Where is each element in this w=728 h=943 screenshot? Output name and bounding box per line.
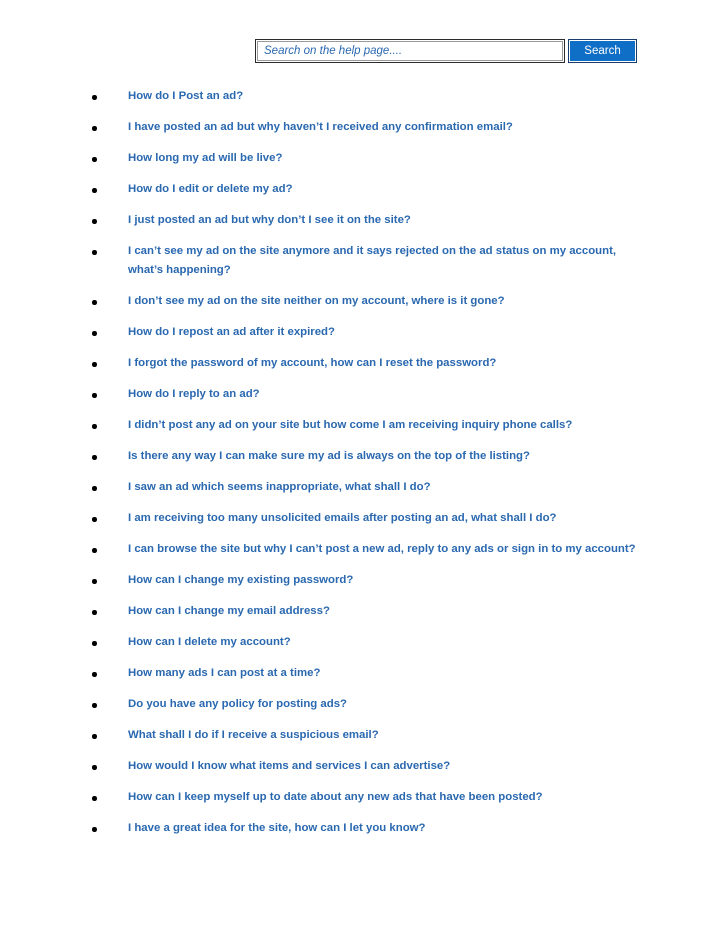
faq-link[interactable]: How do I edit or delete my ad? xyxy=(128,183,293,195)
faq-item xyxy=(0,788,728,807)
bullet-icon xyxy=(92,734,97,739)
bullet-icon xyxy=(92,300,97,305)
faq-link[interactable]: How long my ad will be live? xyxy=(128,152,283,164)
faq-item xyxy=(0,664,728,683)
faq-link[interactable]: I can browse the site but why I can’t post a new ad, reply to any ads or sign in to my account? xyxy=(128,543,636,555)
bullet-icon xyxy=(92,827,97,832)
faq-link[interactable]: How do I reply to an ad? xyxy=(128,388,260,400)
faq-link[interactable]: How can I change my existing password? xyxy=(128,574,354,586)
faq-item xyxy=(0,757,728,776)
bullet-icon xyxy=(92,796,97,801)
bullet-icon xyxy=(92,486,97,491)
faq-item xyxy=(0,416,728,435)
faq-link[interactable]: How do I repost an ad after it expired? xyxy=(128,326,335,338)
bullet-icon xyxy=(92,362,97,367)
faq-item xyxy=(0,478,728,497)
faq-item xyxy=(0,509,728,528)
faq-item xyxy=(0,323,728,342)
faq-item xyxy=(0,602,728,621)
search-button[interactable]: Search xyxy=(568,39,637,63)
faq-link[interactable]: What shall I do if I receive a suspicious email? xyxy=(128,729,379,741)
bullet-icon xyxy=(92,393,97,398)
faq-link[interactable]: Is there any way I can make sure my ad is always on the top of the listing? xyxy=(128,450,530,462)
faq-item xyxy=(0,149,728,168)
faq-item xyxy=(0,242,728,280)
bullet-icon xyxy=(92,517,97,522)
bullet-icon xyxy=(92,610,97,615)
faq-link[interactable]: I have a great idea for the site, how can I let you know? xyxy=(128,822,426,834)
bullet-icon xyxy=(92,579,97,584)
bullet-icon xyxy=(92,548,97,553)
faq-link[interactable]: How do I Post an ad? xyxy=(128,90,244,102)
faq-item xyxy=(0,447,728,466)
faq-link[interactable]: I am receiving too many unsolicited emails after posting an ad, what shall I do? xyxy=(128,512,557,524)
faq-link[interactable]: I can’t see my ad on the site anymore and it says rejected on the ad status on my account, what’s happening? xyxy=(128,245,617,276)
faq-item xyxy=(0,292,728,311)
bullet-icon xyxy=(92,250,97,255)
bullet-icon xyxy=(92,188,97,193)
faq-link[interactable]: I didn’t post any ad on your site but how come I am receiving inquiry phone calls? xyxy=(128,419,573,431)
faq-list xyxy=(0,87,728,850)
faq-link[interactable]: How can I keep myself up to date about any new ads that have been posted? xyxy=(128,791,543,803)
faq-item xyxy=(0,118,728,137)
faq-item xyxy=(0,180,728,199)
faq-item xyxy=(0,571,728,590)
faq-link[interactable]: Do you have any policy for posting ads? xyxy=(128,698,347,710)
faq-link[interactable]: How would I know what items and services I can advertise? xyxy=(128,760,451,772)
bullet-icon xyxy=(92,331,97,336)
bullet-icon xyxy=(92,641,97,646)
faq-link[interactable]: How many ads I can post at a time? xyxy=(128,667,321,679)
faq-item xyxy=(0,633,728,652)
bullet-icon xyxy=(92,672,97,677)
faq-item xyxy=(0,385,728,404)
faq-item xyxy=(0,354,728,373)
faq-item xyxy=(0,819,728,838)
bullet-icon xyxy=(92,219,97,224)
bullet-icon xyxy=(92,703,97,708)
bullet-icon xyxy=(92,95,97,100)
bullet-icon xyxy=(92,765,97,770)
faq-item xyxy=(0,540,728,559)
search-bar xyxy=(255,39,637,63)
faq-link[interactable]: How can I delete my account? xyxy=(128,636,291,648)
faq-item xyxy=(0,695,728,714)
faq-item xyxy=(0,211,728,230)
faq-link[interactable]: I don’t see my ad on the site neither on my account, where is it gone? xyxy=(128,295,505,307)
bullet-icon xyxy=(92,424,97,429)
faq-link[interactable]: How can I change my email address? xyxy=(128,605,330,617)
bullet-icon xyxy=(92,455,97,460)
faq-item xyxy=(0,726,728,745)
faq-link[interactable]: I have posted an ad but why haven’t I received any confirmation email? xyxy=(128,121,513,133)
faq-item xyxy=(0,87,728,106)
bullet-icon xyxy=(92,126,97,131)
search-input[interactable] xyxy=(255,39,565,63)
faq-link[interactable]: I just posted an ad but why don’t I see it on the site? xyxy=(128,214,411,226)
bullet-icon xyxy=(92,157,97,162)
faq-link[interactable]: I forgot the password of my account, how can I reset the password? xyxy=(128,357,497,369)
faq-link[interactable]: I saw an ad which seems inappropriate, what shall I do? xyxy=(128,481,431,493)
